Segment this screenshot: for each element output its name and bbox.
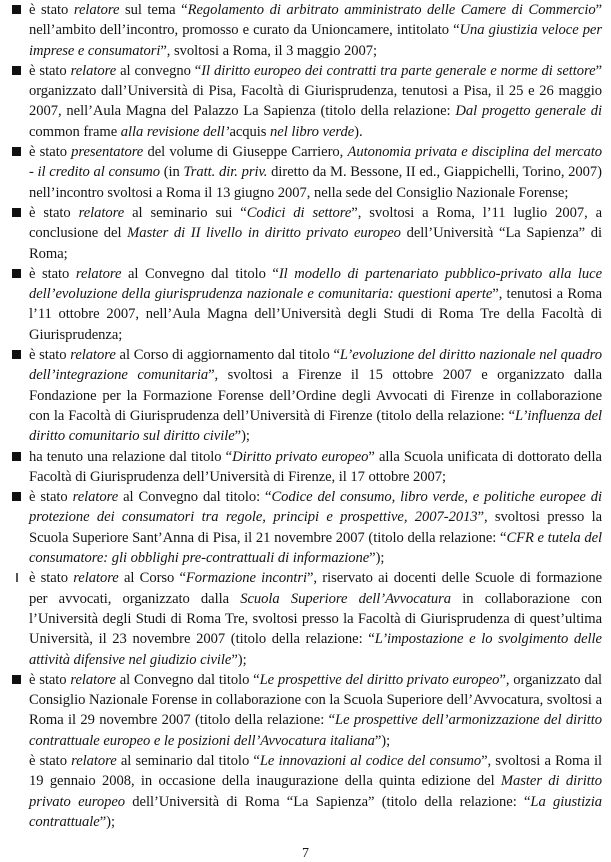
text: del volume di Giuseppe Carriero, [143,144,348,161]
square-bullet-icon [12,675,21,684]
square-bullet-icon [12,147,21,156]
list-item [10,142,602,203]
text: al Convegno dal titolo: “ [118,489,272,506]
list-item [10,264,602,345]
text: è stato [29,752,72,769]
text: ” nell’ambito dell’incontro, promosso e curato da Unioncamere, intitolato “ [29,2,603,39]
italic-text: Le innovazioni al codice del consumo [259,752,482,769]
italic-text: L’influenza del diritto comunitario sul diritto civile [29,407,602,445]
text: ” organizzato dall’Università di Pisa, Facoltà di Giurisprudenza, tenutosi a Pisa, il 25 e 26 maggio 2007, nell’Aula Magna del Palazzo La Sapienza (titolo della relazione: [29,62,603,120]
italic-text: Codice del consumo, libro verde, e politiche europee di protezione dei consumatori tra regole, principi e prospettive, 2007-2013 [29,489,602,526]
text: ”); [369,550,385,567]
activity-list [10,0,602,832]
text: ”); [374,732,391,749]
text: è stato [29,2,74,18]
italic-text: Diritto privato europeo [232,448,369,465]
italic-text: Tratt. dir. priv. [183,164,268,181]
square-bullet-icon [12,492,21,501]
text: al Convegno dal titolo “ [115,671,260,688]
text: al Corso “ [118,570,186,587]
italic-text: Il modello di partenariato pubblico-privato alla luce dell’evoluzione della giurisprudenza nazionale e comunitaria: questioni aperte [29,265,602,303]
italic-text: La giustizia contrattuale [29,793,603,830]
square-bullet-icon [12,350,21,359]
text: sul tema “ [119,2,188,18]
italic-text: L’impostazione e lo svolgimento delle attività difensive nel giudizio civile [29,631,602,668]
text: ha tenuto una relazione dal titolo “ [29,448,233,465]
italic-text: Formazione incontri [185,570,307,587]
italic-text: nel libro verde [270,123,355,140]
text: ” alla Scuola unificata di dottorato della Facoltà di Giurisprudenza dell’Università di Firenze, il 17 ottobre 2007; [29,448,602,485]
list-item [10,345,602,446]
list-item [10,568,602,669]
square-bullet-icon [12,452,21,461]
list-item [10,751,602,832]
text: al seminario dal titolo “ [116,752,260,769]
list-item [10,487,602,568]
text: ”); [231,651,247,668]
list-item [10,0,602,61]
italic-text: relatore [75,265,122,282]
text: dell’Università “La Sapienza” di Roma; [29,225,603,262]
italic-text: Le prospettive dell’armonizzazione del diritto contrattuale europeo e le posizioni dell’Avvocatura italiana [29,712,602,749]
italic-text: Dal progetto generale di [455,103,602,120]
text: ). [354,123,363,140]
italic-text: Le prospettive del diritto privato europeo [259,671,500,688]
text: acquis [229,123,271,140]
italic-text: relatore [70,62,117,79]
text: al seminario sui “ [124,204,247,221]
italic-text: relatore [78,204,125,221]
text: ”, svoltosi a Roma il 19 gennaio 2008, in occasione della inaugurazione della quinta edizione del [29,752,602,790]
text: è stato [29,570,74,587]
italic-text: Il diritto europeo dei contratti tra parte generale e norme di settore [201,62,596,79]
text: ”); [99,813,115,830]
italic-text: Una giustizia veloce per imprese e consumatori [29,22,602,59]
text: ”, svoltosi a Roma, l’11 luglio 2007, a conclusione del [29,204,603,242]
italic-text: Master di II livello in diritto privato europeo [127,225,401,242]
text: dell’Università di Roma “La Sapienza” (titolo della relazione: “ [125,793,531,810]
italic-text: relatore [72,489,119,506]
text: common frame [29,123,121,140]
text: (in [159,164,184,181]
square-bullet-icon [12,66,21,75]
list-item [10,447,602,488]
page-number: 7 [302,846,309,861]
italic-text: Codici di settore [246,204,352,221]
italic-text: relatore [73,570,119,587]
square-bullet-icon [12,269,21,278]
italic-text: Scuola Superiore dell’Avvocatura [240,590,452,607]
text: al Convegno dal titolo “ [121,265,279,282]
italic-text: CFR e tutela del consumatore: gli obblighi pre-contrattuali di informazione [29,529,603,567]
text: è stato [29,204,79,221]
text: ”, svoltosi presso la Scuola Superiore Sant’Anna di Pisa, il 21 novembre 2007 (titolo della relazione: “ [29,509,602,546]
square-bullet-icon [12,208,21,217]
italic-text: relatore [73,2,120,18]
text: è stato [29,347,71,364]
text: in collaborazione con l’Università degli Studi di Roma Tre, svoltosi presso la Facoltà di Giurisprudenza di quest’ultima Università, il 23 novembre 2007 (titolo della relazione: “ [29,590,602,648]
text: è stato [29,265,76,282]
text: è stato [29,671,71,688]
italic-text: relatore [70,671,116,688]
text: è stato [29,144,72,161]
square-bullet-icon [12,5,21,14]
text: è stato [29,62,71,79]
list-item [10,61,602,142]
text: ”); [234,428,250,445]
text: al Corso di aggiornamento dal titolo “ [115,347,340,364]
italic-text: Autonomia privata e disciplina del mercato - il credito al consumo [29,144,602,181]
text: ”, organizzato dal Consiglio Nazionale Forense in collaborazione con la Scuola Superiore dell’Avvocatura, svoltosi a Roma il 29 novembre 2007 (titolo della relazione: “ [29,671,603,729]
italic-text: Master di diritto privato europeo [29,773,603,810]
text: ”, svoltosi a Firenze il 15 ottobre 2007 e organizzato dalla Fondazione per la Formazione Forense dell’Ordine degli Avvocati di Firenze in collaborazione con la Facoltà di Giurisprudenza dell’Università di Firenze (titolo della relazione: “ [29,367,602,424]
list-item [10,670,602,751]
text: è stato [29,489,73,506]
list-item [10,203,602,264]
square-bullet-icon [16,573,18,582]
italic-text: L’evoluzione del diritto nazionale nel quadro dell’integrazione comunitaria [29,347,603,384]
italic-text: alla revisione dell’ [120,123,230,140]
italic-text: Regolamento di arbitrato amministrato delle Camere di Commercio [187,2,596,18]
text: ”, svoltosi a Roma, il 3 maggio 2007; [160,42,377,59]
text: ”, tenutosi a Roma l’11 ottobre 2007, nell’Aula Magna dell’Università degli Studi di Roma Tre della Facoltà di Giurisprudenza; [29,286,602,343]
italic-text: relatore [70,347,116,364]
italic-text: relatore [71,752,117,769]
text: diretto da M. Bessone, II ed., Giappichelli, Torino, 2007) nell’incontro svoltosi a Roma il 13 giugno 2007, nella sede del Consiglio Nazionale Forense; [29,164,602,201]
text: ”, riservato ai docenti delle Scuole di formazione per avvocati, organizzato dalla [29,570,602,607]
italic-text: presentatore [71,144,144,161]
text: al convegno “ [116,62,202,79]
